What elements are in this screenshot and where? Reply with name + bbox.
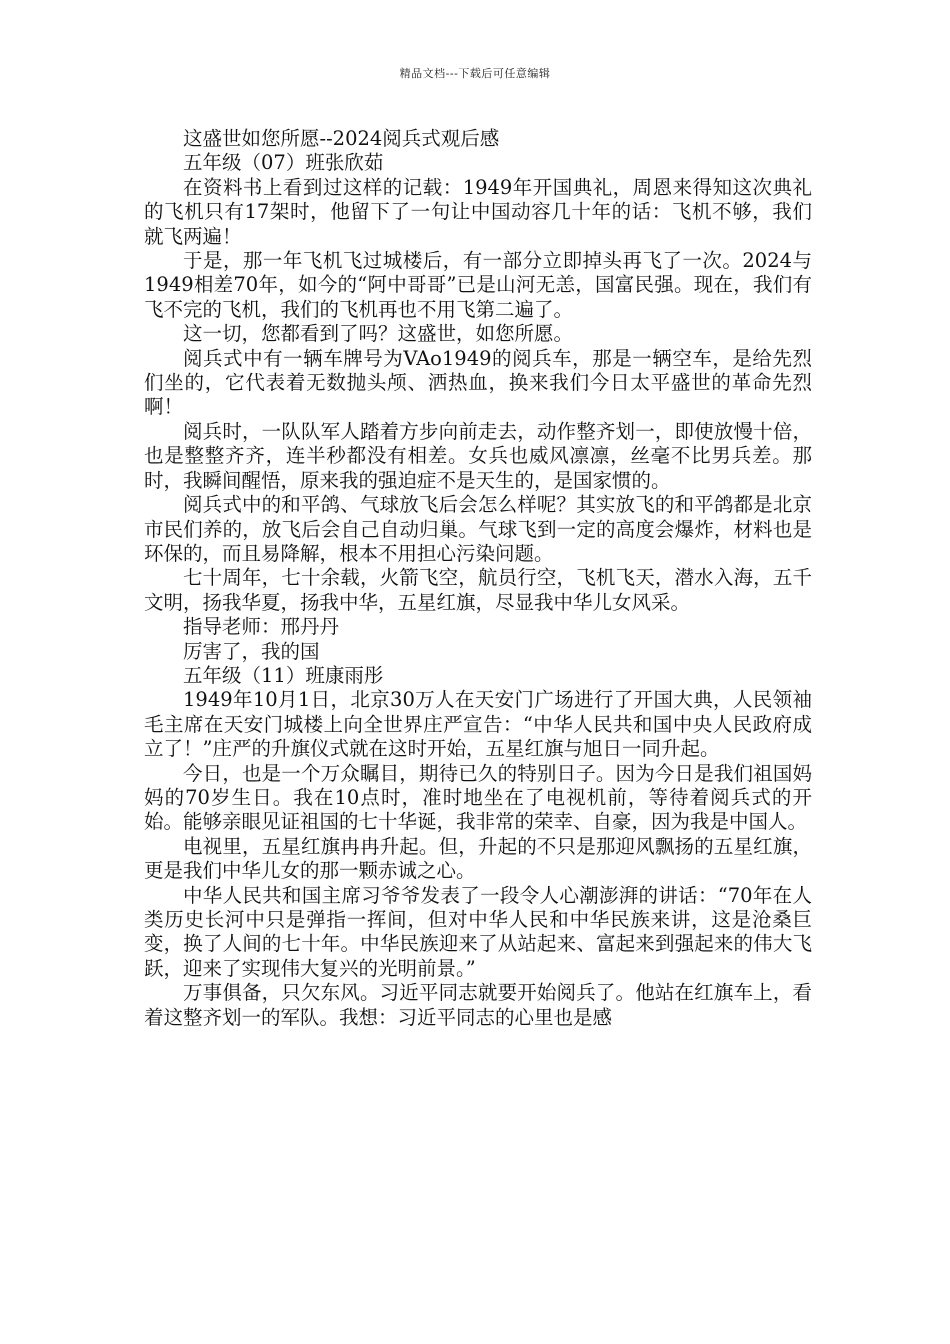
paragraph: 阅兵式中有一辆车牌号为VAo1949的阅兵车，那是一辆空车，是给先烈们坐的，它代表着无数抛头颅、洒热血，换来我们今日太平盛世的革命先烈啊！ bbox=[144, 346, 812, 419]
essay-1-title: 这盛世如您所愿--2024阅兵式观后感 bbox=[183, 127, 500, 150]
essay-1-author: 五年级（07）班张欣茹 bbox=[183, 151, 384, 175]
paragraph: 中华人民共和国主席习爷爷发表了一段令人心潮澎湃的讲话：“70年在人类历史长河中只是弹指一挥间，但对中华人民和中华民族来讲，这是沧桑巨变，换了人间的七十年。中华民族迎来了从站起来、富起来到强起来的伟大飞跃，迎来了实现伟大复兴的光明前景。” bbox=[144, 883, 812, 980]
paragraph: 七十周年，七十余载，火箭飞空，航员行空，飞机飞天，潜水入海，五千文明，扬我华夏，扬我中华，五星红旗，尽显我中华儿女风采。 bbox=[144, 566, 812, 614]
paragraph: 这一切，您都看到了吗？这盛世，如您所愿。 bbox=[183, 322, 574, 346]
paragraph: 今日，也是一个万众瞩目，期待已久的特别日子。因为今日是我们祖国妈妈的70岁生日。我在10点时，准时地坐在了电视机前，等待着阅兵式的开始。能够亲眼见证祖国的七十华诞，我非常的荣幸、自豪，因为我是中国人。 bbox=[144, 761, 812, 834]
paragraph: 万事俱备，只欠东风。习近平同志就要开始阅兵了。他站在红旗车上，看着这整齐划一的军队。我想：习近平同志的心里也是感 bbox=[144, 981, 812, 1029]
paragraph: 1949年10月1日，北京30万人在天安门广场进行了开国大典，人民领袖毛主席在天安门城楼上向全世界庄严宣告：“中华人民共和国中央人民政府成立了！”庄严的升旗仪式就在这时开始，五星红旗与旭日一同升起。 bbox=[144, 688, 812, 761]
document-body bbox=[144, 127, 812, 1030]
paragraph: 于是，那一年飞机飞过城楼后，有一部分立即掉头再飞了一次。2024与1949相差70年，如今的“阿中哥哥”已是山河无恙，国富民强。现在，我们有飞不完的飞机，我们的飞机再也不用飞第二遍了。 bbox=[144, 249, 812, 321]
page-header: 精品文档---下载后可任意编辑 bbox=[399, 67, 551, 80]
essay-1-instructor: 指导老师：邢丹丹 bbox=[183, 615, 340, 639]
paragraph: 阅兵时，一队队军人踏着方步向前走去，动作整齐划一，即使放慢十倍，也是整整齐齐，连半秒都没有相差。女兵也威风凛凛，丝毫不比男兵差。那时，我瞬间醒悟，原来我的强迫症不是天生的，是国家惯的。 bbox=[144, 419, 812, 492]
paragraph: 在资料书上看到过这样的记载：1949年开国典礼，周恩来得知这次典礼的飞机只有17架时，他留下了一句让中国动容几十年的话：飞机不够，我们就飞两遍！ bbox=[144, 175, 812, 248]
essay-2-author: 五年级（11）班康雨彤 bbox=[183, 663, 384, 687]
paragraph: 电视里，五星红旗冉冉升起。但，升起的不只是那迎风飘扬的五星红旗，更是我们中华儿女的那一颗赤诚之心。 bbox=[144, 834, 812, 883]
essay-2-title: 厉害了，我的国 bbox=[183, 639, 320, 663]
paragraph: 阅兵式中的和平鸽、气球放飞后会怎么样呢？其实放飞的和平鸽都是北京市民们养的，放飞后会自己自动归巢。气球飞到一定的高度会爆炸，材料也是环保的，而且易降解，根本不用担心污染问题。 bbox=[144, 493, 812, 565]
